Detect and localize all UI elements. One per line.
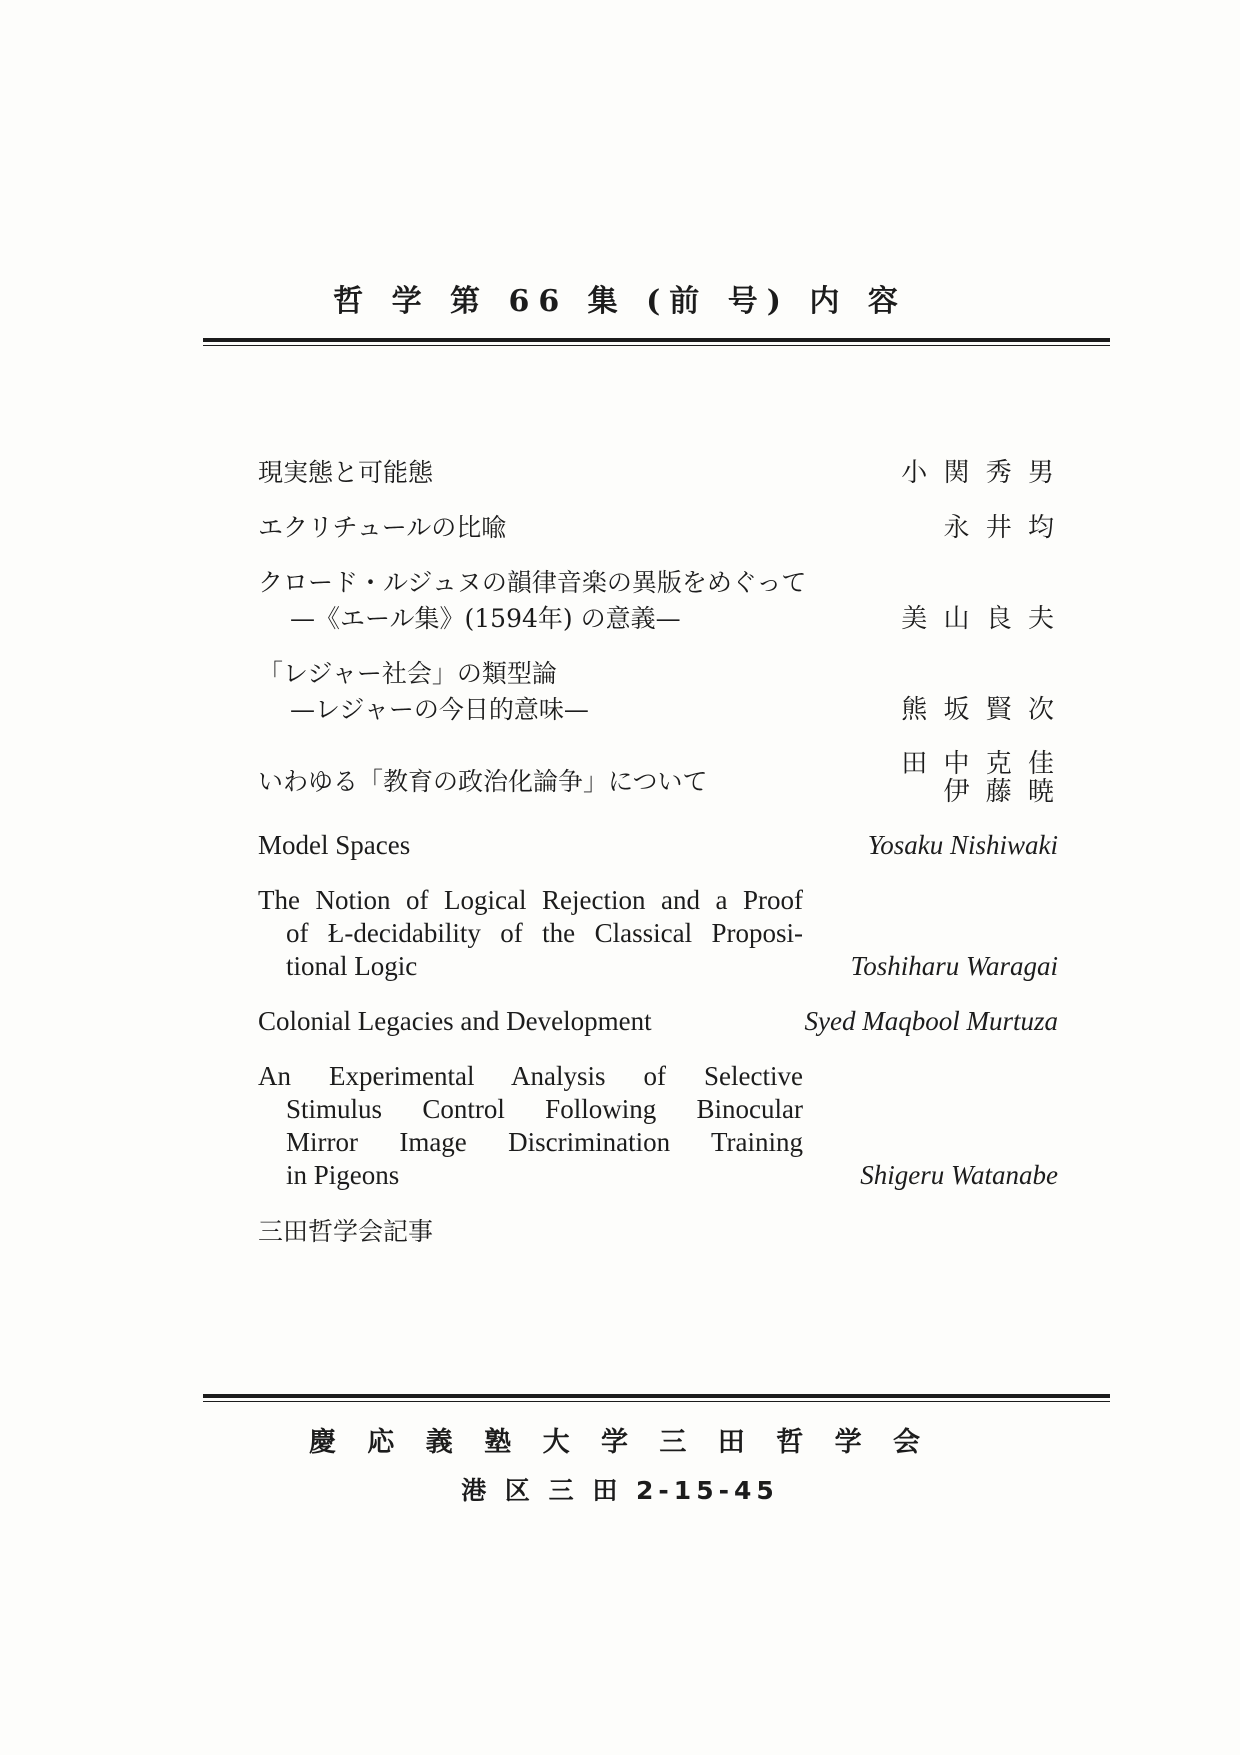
article-subtitle: —レジャーの今日的意味— [290,695,589,724]
publisher-address: 港 区 三 田 2-15-45 [461,1476,779,1505]
author-name: Shigeru Watanabe [860,1160,1058,1190]
footer-rule [203,1394,1110,1402]
article-title-continued: of Ł-decidability of the Classical Proposi- [286,918,803,948]
author-name: Syed Maqbool Murtuza [804,1006,1058,1036]
author-name: 小 関 秀 男 [901,458,1058,488]
article-title-continued: Mirror Image Discrimination Training [286,1127,803,1157]
toc-entry [258,1060,1058,1192]
article-subtitle: —《エール集》(1594年) の意義— [290,604,681,633]
toc-entry [258,455,1058,491]
article-title: クロード・ルジュヌの韻律音楽の異版をめぐって [258,568,807,597]
rule-thin-line [203,345,1110,346]
header-rule [203,338,1110,346]
toc-entry [258,656,1058,728]
rule-thin-line [203,1401,1110,1402]
author-name: 熊 坂 賢 次 [901,695,1058,725]
article-title: エクリチュールの比喩 [258,513,507,542]
toc-entry [258,565,1058,637]
toc-entry [258,750,1058,806]
table-of-contents [258,455,1058,1250]
author-name: 田 中 克 佳 [901,749,1058,779]
author-name: 伊 藤 暁 [943,777,1058,807]
article-title-continued: tional Logic [286,951,418,981]
toc-entry [258,510,1058,546]
article-title: The Notion of Logical Rejection and a Proof [258,885,803,915]
toc-entry [258,1214,1058,1250]
page-title: 哲 学 第 66 集 (前 号) 内 容 [333,284,907,319]
article-author [943,510,1058,546]
toc-entry [258,1005,1058,1038]
author-name: 永 井 均 [943,513,1058,543]
article-author [901,455,1058,491]
toc-entry [258,884,1058,983]
article-title-continued: Stimulus Control Following Binocular [286,1094,803,1124]
article-author [901,750,1058,806]
article-title-continued: in Pigeons [286,1160,400,1190]
rule-thick-line [203,338,1110,342]
article-author [901,692,1058,728]
article-title: 三田哲学会記事 [258,1217,434,1246]
article-title: 「レジャー社会」の類型論 [258,659,557,688]
article-title: いわゆる「教育の政治化論争」について [258,767,708,796]
author-name: 美 山 良 夫 [901,604,1058,634]
article-title: An Experimental Analysis of Selective [258,1061,803,1091]
publisher-name: 慶 応 義 塾 大 学 三 田 哲 学 会 [309,1427,931,1458]
author-name: Toshiharu Waragai [850,951,1058,981]
article-author [901,601,1058,637]
article-title: Colonial Legacies and Development [258,1006,652,1036]
toc-entry [258,829,1058,862]
article-title: 現実態と可能態 [258,458,434,487]
rule-thick-line [203,1394,1110,1398]
author-name: Yosaku Nishiwaki [867,830,1058,860]
article-title: Model Spaces [258,830,411,860]
